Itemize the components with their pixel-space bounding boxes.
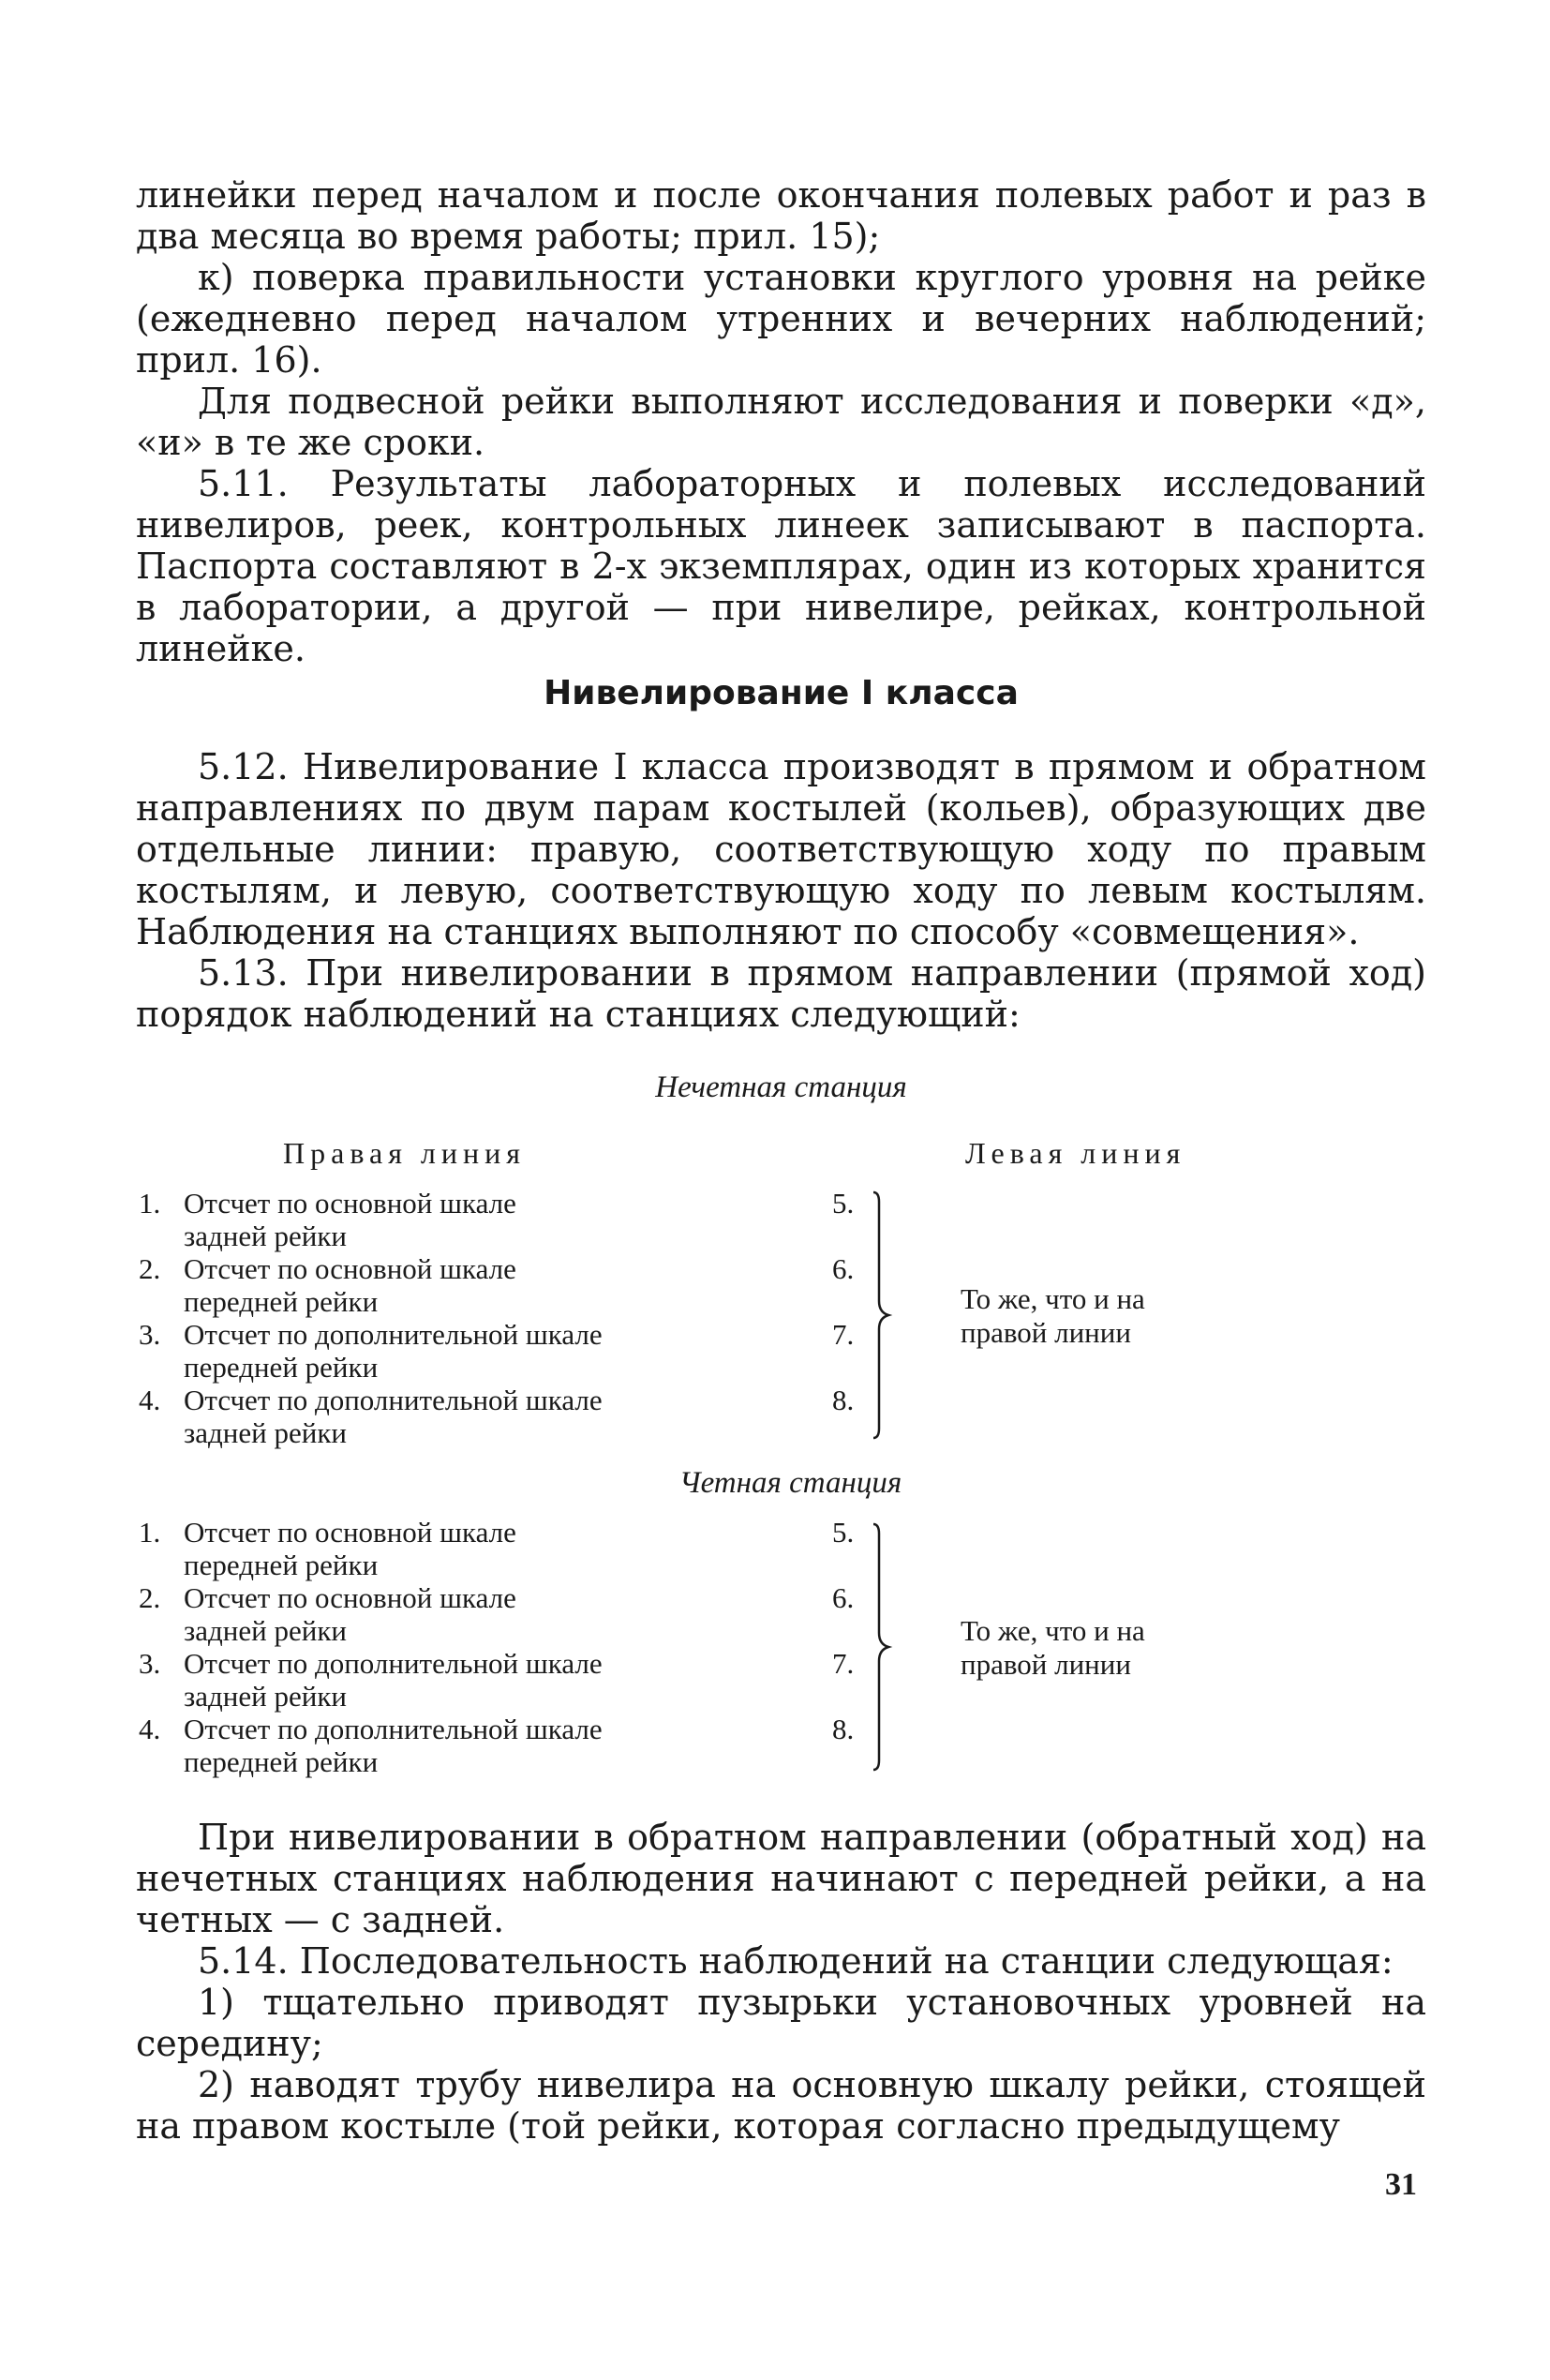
paragraph-step-2: 2) наводят трубу нивелира на основную шкалу рейки, стоящей на правом костыле (той рейки, которая согласно предыдущему [136, 2064, 1426, 2147]
item-number: 4. [139, 1384, 161, 1416]
item-number: 2. [139, 1252, 161, 1285]
section-heading: Нивелирование I класса [544, 674, 1019, 712]
item-text: Отсчет по основной шкале [184, 1581, 516, 1614]
item-text: Отсчет по основной шкале [184, 1516, 516, 1549]
item-text: Отсчет по основной шкале [184, 1187, 516, 1220]
odd-station-title: Нечетная станция [655, 1070, 907, 1104]
item-left-number: 8. [832, 1384, 855, 1416]
item-number: 3. [139, 1318, 161, 1351]
item-text-cont: задней рейки [184, 1680, 347, 1713]
item-text-cont: передней рейки [184, 1549, 379, 1581]
item-text: Отсчет по основной шкале [184, 1252, 516, 1285]
item-text-cont: передней рейки [184, 1745, 379, 1778]
item-number: 2. [139, 1581, 161, 1614]
item-number: 4. [139, 1713, 161, 1745]
item-text: Отсчет по дополнительной шкале [184, 1647, 603, 1680]
top-text-block [136, 174, 1426, 669]
item-text: Отсчет по дополнительной шкале [184, 1384, 603, 1416]
item-number: 3. [139, 1647, 161, 1680]
odd-left-line-same: То же, что и на правой линии [961, 1282, 1145, 1349]
item-text-cont: задней рейки [184, 1220, 347, 1252]
bottom-text-block [136, 1817, 1426, 2147]
item-number: 1. [139, 1516, 161, 1549]
item-text-cont: передней рейки [184, 1351, 379, 1384]
item-text: Отсчет по дополнительной шкале [184, 1318, 603, 1351]
paragraph-suspended-staff: Для подвесной рейки выполняют исследования и поверки «д», «и» в те же сроки. [136, 381, 1426, 463]
left-line-header: Левая линия [965, 1136, 1186, 1170]
item-text-cont: задней рейки [184, 1416, 347, 1449]
item-text: Отсчет по дополнительной шкале [184, 1713, 603, 1745]
even-brace [870, 1520, 898, 1774]
item-left-number: 5. [832, 1516, 855, 1549]
item-left-number: 6. [832, 1581, 855, 1614]
even-station-list [139, 1516, 888, 1788]
item-text-cont: передней рейки [184, 1285, 379, 1318]
even-station-title: Четная станция [678, 1466, 902, 1500]
right-line-header: Правая линия [283, 1136, 526, 1170]
page-number: 31 [1385, 2167, 1417, 2202]
paragraph-continuation: линейки перед началом и после окончания полевых работ и раз в два месяца во время работы; прил. 15); [136, 174, 1426, 257]
odd-station-list [139, 1187, 888, 1459]
item-left-number: 8. [832, 1713, 855, 1745]
item-number: 1. [139, 1187, 161, 1220]
paragraph-step-1: 1) тщательно приводят пузырьки установочных уровней на середину; [136, 1982, 1426, 2064]
odd-brace [870, 1189, 898, 1442]
paragraph-5-11: 5.11. Результаты лабораторных и полевых исследований нивелиров, реек, контрольных линеек записывают в паспорта. Паспорта составляют в 2-х экземплярах, один из которых хранится в лаборатории, а другой — при нивелире, рейках, контрольной линейке. [136, 463, 1426, 669]
even-left-line-same: То же, что и на правой линии [961, 1614, 1145, 1681]
item-left-number: 7. [832, 1647, 855, 1680]
middle-text-block [136, 746, 1426, 1035]
paragraph-5-14: 5.14. Последовательность наблюдений на станции следующая: [198, 1940, 1394, 1982]
item-left-number: 7. [832, 1318, 855, 1351]
paragraph-reverse-run: При нивелировании в обратном направлении (обратный ход) на нечетных станциях наблюдения начинают с передней рейки, а на четных — с задней. [136, 1817, 1426, 1940]
paragraph-item-k: к) поверка правильности установки круглого уровня на рейке (ежедневно перед началом утренних и вечерних наблюдений; прил. 16). [136, 257, 1426, 381]
item-left-number: 5. [832, 1187, 855, 1220]
item-left-number: 6. [832, 1252, 855, 1285]
paragraph-5-12: 5.12. Нивелирование I класса производят в прямом и обратном направлениях по двум парам костылей (кольев), образующих две отдельные линии: правую, соответствующую ходу по правым костылям, и левую, соответствующую ходу по левым костылям. Наблюдения на станциях выполняют по способу «совмещения». [136, 746, 1426, 952]
paragraph-5-13: 5.13. При нивелировании в прямом направлении (прямой ход) порядок наблюдений на станциях следующий: [136, 952, 1426, 1035]
item-text-cont: задней рейки [184, 1614, 347, 1647]
